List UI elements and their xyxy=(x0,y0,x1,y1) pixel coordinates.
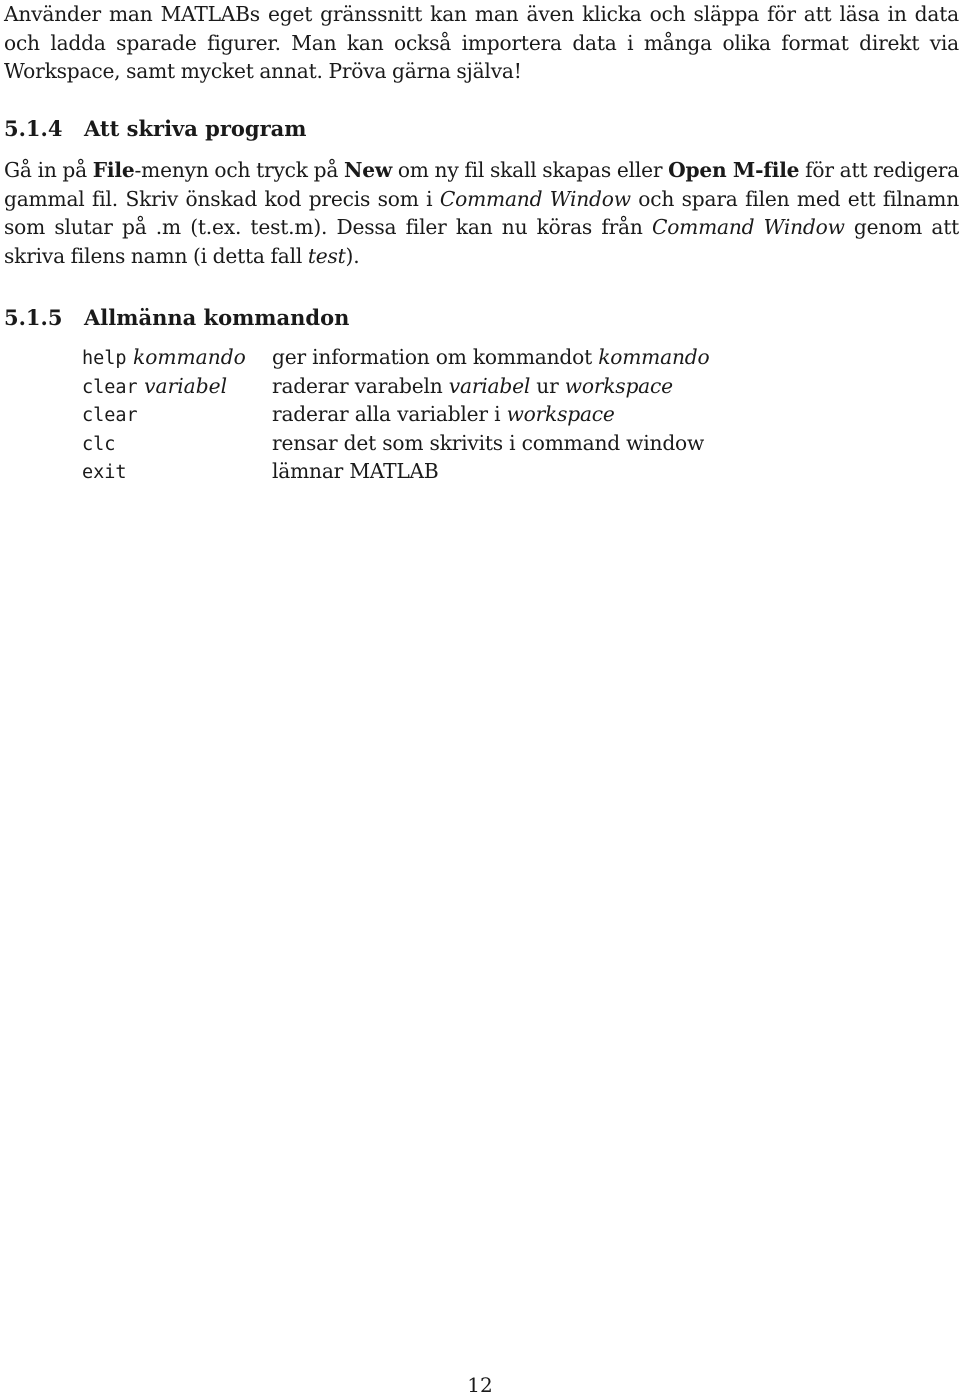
command-description xyxy=(272,343,709,372)
command-argument: variabel xyxy=(144,373,228,398)
commands-table xyxy=(82,343,709,486)
section-title: Allmänna kommandon xyxy=(84,305,350,330)
command-description xyxy=(272,429,704,458)
command-window-term: Command Window xyxy=(651,215,845,240)
command-cell xyxy=(82,372,272,401)
command-row xyxy=(82,400,709,429)
section-heading-5-1-5 xyxy=(4,304,349,332)
command-row xyxy=(82,457,709,486)
open-mfile-term: Open M-file xyxy=(668,158,800,182)
command-cell xyxy=(82,429,272,458)
text-run: ur xyxy=(530,373,565,398)
command-description xyxy=(272,400,615,429)
command-name: help xyxy=(82,348,127,369)
text-run: raderar alla variabler i xyxy=(272,402,507,427)
italic-term: kommando xyxy=(598,345,710,369)
command-description xyxy=(272,457,439,486)
text-run: raderar varabeln xyxy=(272,373,449,398)
test-term: test xyxy=(307,243,346,268)
command-cell xyxy=(82,400,272,429)
page-number: 12 xyxy=(467,1373,493,1397)
command-cell xyxy=(82,343,272,372)
command-row xyxy=(82,343,709,372)
text-run: rensar det som skrivits i command window xyxy=(272,430,705,455)
text-run: -menyn och tryck på xyxy=(134,158,344,182)
text-run: lämnar MATLAB xyxy=(272,459,439,484)
intro-paragraph: Använder man MATLABs eget gränssnitt kan man även klicka och släppa för att läsa in data och ladda sparade figurer. Man kan också importera data i många olika format direkt via Workspace, samt mycket annat. Pröva gärna själva! xyxy=(4,2,959,84)
section-number: 5.1.4 xyxy=(4,116,63,141)
command-name: clear xyxy=(82,405,138,427)
new-term: New xyxy=(343,158,393,182)
text-run: och spara filen med ett filnamn som slutar på .m (t.ex. test.m). Dessa filer kan nu köras från xyxy=(4,186,960,240)
text-run: genom att skriva filens namn (i detta fall xyxy=(4,215,960,268)
command-argument: kommando xyxy=(132,345,246,369)
text-run: ). xyxy=(345,243,360,268)
section-5-1-4-paragraph xyxy=(4,156,959,270)
text-run: Gå in på xyxy=(4,158,93,182)
command-name: exit xyxy=(82,462,127,484)
command-row xyxy=(82,429,709,458)
command-name: clc xyxy=(82,433,116,455)
command-row xyxy=(82,372,709,401)
command-cell xyxy=(82,457,272,486)
italic-term: workspace xyxy=(564,373,673,398)
file-menu-term: File xyxy=(92,158,135,182)
italic-term: variabel xyxy=(448,373,531,398)
section-number: 5.1.5 xyxy=(4,305,63,330)
section-title: Att skriva program xyxy=(84,116,307,141)
italic-term: workspace xyxy=(506,402,615,427)
section-heading-5-1-4 xyxy=(4,115,307,143)
command-window-term: Command Window xyxy=(439,186,631,211)
command-description xyxy=(272,372,673,401)
text-run: om ny fil skall skapas eller xyxy=(392,158,669,182)
text-run: för att redigera gammal fil. Skriv önskad kod precis som i xyxy=(4,158,959,211)
text-run: ger information om kommandot xyxy=(272,345,599,369)
command-name: clear xyxy=(82,376,138,398)
